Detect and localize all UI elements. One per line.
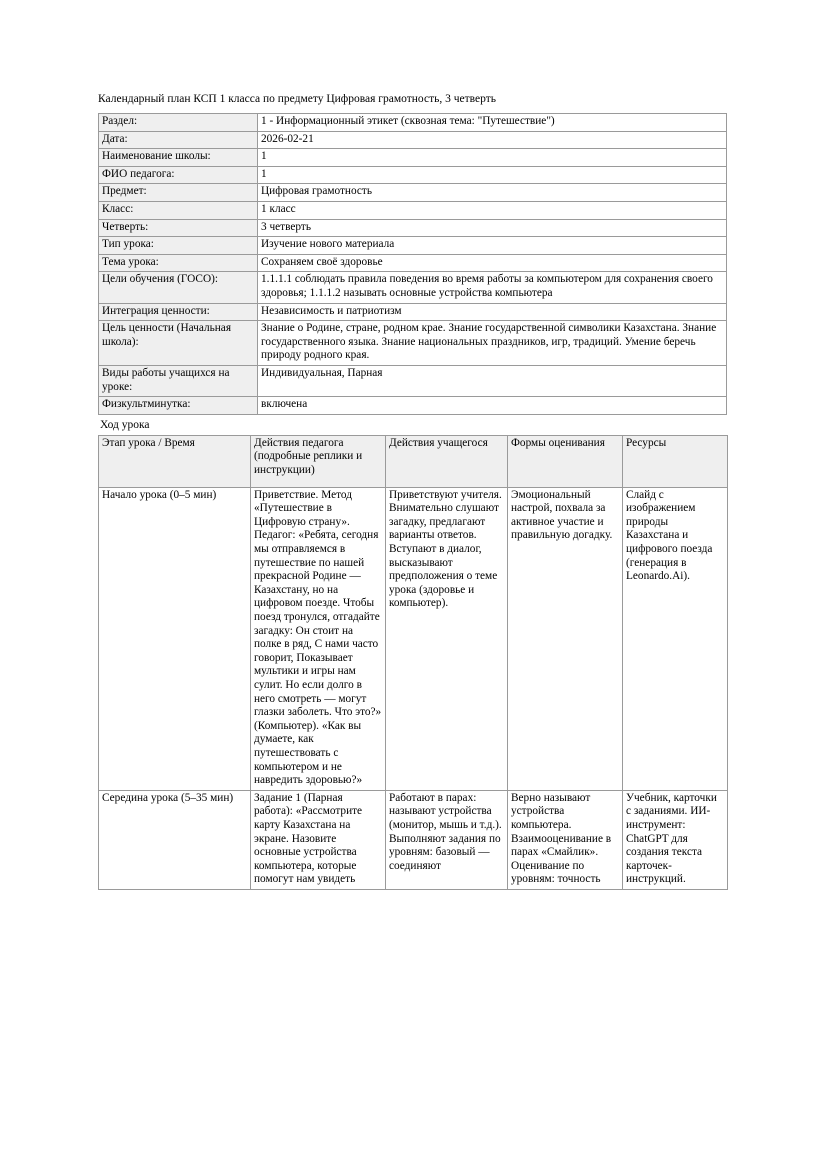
- info-label: Тема урока:: [99, 254, 258, 272]
- table-row: [99, 114, 727, 132]
- column-header-assessment: Формы оценивания: [508, 435, 623, 487]
- section-caption: Ход урока: [100, 418, 150, 431]
- info-value: 1 - Информационный этикет (сквозная тема: "Путешествие"): [258, 114, 727, 132]
- column-header-stage: Этап урока / Время: [99, 435, 251, 487]
- column-header-teacher: Действия педагога (подробные реплики и инструкции): [251, 435, 386, 487]
- info-value: Изучение нового материала: [258, 237, 727, 255]
- cell-assessment: Верно называют устройства компьютера. Взаимооценивание в парах «Смайлик». Оценивание по уровням: точность: [508, 790, 623, 889]
- info-value: Цифровая грамотность: [258, 184, 727, 202]
- table-row: [99, 397, 727, 415]
- info-value: 2026-02-21: [258, 131, 727, 149]
- info-label: Раздел:: [99, 114, 258, 132]
- table-row: [99, 487, 728, 790]
- table-row: [99, 303, 727, 321]
- info-label: Тип урока:: [99, 237, 258, 255]
- info-label: Наименование школы:: [99, 149, 258, 167]
- cell-assessment: Эмоциональный настрой, похвала за активное участие и правильную догадку.: [508, 487, 623, 790]
- cell-teacher: Задание 1 (Парная работа): «Рассмотрите карту Казахстана на экране. Назовите основные устройства компьютера, которые помогут нам увидеть: [251, 790, 386, 889]
- info-label: Интеграция ценности:: [99, 303, 258, 321]
- cell-teacher: Приветствие. Метод «Путешествие в Цифровую страну». Педагог: «Ребята, сегодня мы отправляемся в путешествие по нашей прекрасной Родине — Казахстану, но на цифровом поезде. Чтобы поезд тронулся, отгадайте загадку: Он стоит на полке в ряд, С нами часто говорит, Показывает мультики и игры нам сулит. Но если долго в него смотреть — могут глазки заболеть. Что это?» (Компьютер). «Как вы думаете, как путешествовать с компьютером и не навредить здоровью?»: [251, 487, 386, 790]
- column-header-resources: Ресурсы: [623, 435, 728, 487]
- cell-stage: Середина урока (5–35 мин): [99, 790, 251, 889]
- table-row: [99, 237, 727, 255]
- info-label: Виды работы учащихся на уроке:: [99, 365, 258, 396]
- table-row: [99, 166, 727, 184]
- cell-student: Приветствуют учителя. Внимательно слушают загадку, предлагают варианты ответов. Вступают в диалог, высказывают предположения о теме урока (здоровье и компьютер).: [386, 487, 508, 790]
- table-row: [99, 219, 727, 237]
- info-label: Цели обучения (ГОСО):: [99, 272, 258, 303]
- info-label: Четверть:: [99, 219, 258, 237]
- info-value: включена: [258, 397, 727, 415]
- table-header-row: [99, 435, 728, 487]
- info-value: 1 класс: [258, 201, 727, 219]
- info-value: Сохраняем своё здоровье: [258, 254, 727, 272]
- info-value: Знание о Родине, стране, родном крае. Знание государственной символики Казахстана. Знание государственного языка. Знание национальных праздников, игр, традиций. Умение беречь природу родного края.: [258, 321, 727, 366]
- info-value: Индивидуальная, Парная: [258, 365, 727, 396]
- cell-resources: Учебник, карточки с заданиями. ИИ-инструмент: ChatGPT для создания текста карточек-инструкций.: [623, 790, 728, 889]
- table-row: [99, 254, 727, 272]
- page-title: Календарный план КСП 1 класса по предмету Цифровая грамотность, 3 четверть: [98, 93, 496, 105]
- column-header-student: Действия учащегося: [386, 435, 508, 487]
- info-value: 1: [258, 166, 727, 184]
- table-row: [99, 131, 727, 149]
- info-value: 1: [258, 149, 727, 167]
- cell-student: Работают в парах: называют устройства (монитор, мышь и т.д.). Выполняют задания по уровням: базовый — соединяют: [386, 790, 508, 889]
- info-label: Физкультминутка:: [99, 397, 258, 415]
- table-row: [99, 321, 727, 366]
- table-row: [99, 201, 727, 219]
- table-row: [99, 272, 727, 303]
- lesson-flow-table: [98, 435, 728, 890]
- cell-stage: Начало урока (0–5 мин): [99, 487, 251, 790]
- cell-resources: Слайд с изображением природы Казахстана и цифрового поезда (генерация в Leonardo.Ai).: [623, 487, 728, 790]
- info-label: ФИО педагога:: [99, 166, 258, 184]
- info-label: Предмет:: [99, 184, 258, 202]
- info-label: Дата:: [99, 131, 258, 149]
- info-value: Независимость и патриотизм: [258, 303, 727, 321]
- info-value: 1.1.1.1 соблюдать правила поведения во время работы за компьютером для сохранения своего здоровья; 1.1.1.2 называть основные устройства компьютера: [258, 272, 727, 303]
- table-row: [99, 149, 727, 167]
- table-row: [99, 365, 727, 396]
- table-row: [99, 184, 727, 202]
- info-label: Класс:: [99, 201, 258, 219]
- info-value: 3 четверть: [258, 219, 727, 237]
- info-label: Цель ценности (Начальная школа):: [99, 321, 258, 366]
- table-row: [99, 790, 728, 889]
- lesson-info-table: [98, 113, 727, 415]
